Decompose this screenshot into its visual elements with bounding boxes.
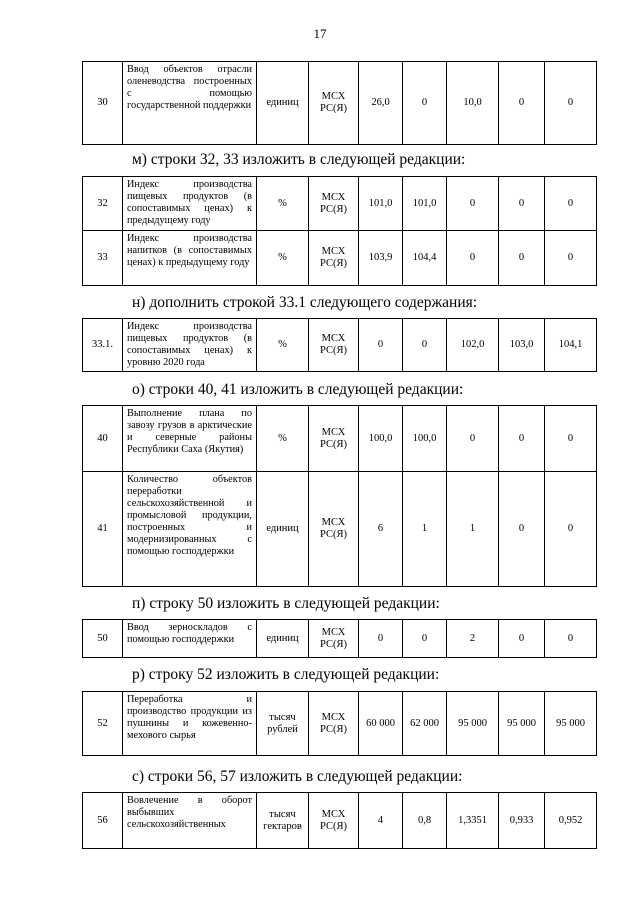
unit-cell: тысяч гектаров [257,793,309,849]
row-number-cell: 33 [83,231,123,286]
table-row-56 [82,792,597,849]
row-number-cell: 52 [83,692,123,756]
table-row [83,177,597,231]
table-row-50 [82,619,597,658]
value-cell: 103,9 [359,231,403,286]
responsible-org-cell: МСХ РС(Я) [309,793,359,849]
indicator-name-cell: Ввод зерноскладов с помощью господдержки [123,620,257,658]
value-cell: 0 [447,406,499,472]
value-cell: 102,0 [447,319,499,372]
value-cell: 100,0 [359,406,403,472]
table-row [83,406,597,472]
indicator-name-cell: Вовлечение в оборот выбывших сельскохозяйственных [123,793,257,849]
value-cell: 0 [403,319,447,372]
value-cell: 0 [499,406,545,472]
indicator-name-cell: Количество объектов переработки сельскохозяйственной и промысловой продукции, построенных и модернизированных с помощью господдержки [123,472,257,587]
value-cell: 0 [403,62,447,145]
table-row [83,620,597,658]
section-heading-s: с) строки 56, 57 изложить в следующей редакции: [132,768,463,785]
value-cell: 101,0 [359,177,403,231]
unit-cell: единиц [257,620,309,658]
table-rows-40-41 [82,405,597,587]
responsible-org-cell: МСХ РС(Я) [309,406,359,472]
value-cell: 1 [447,472,499,587]
value-cell: 0 [545,406,597,472]
table-row [83,793,597,849]
value-cell: 0,952 [545,793,597,849]
table-row [83,231,597,286]
section-heading-n: н) дополнить строкой 33.1 следующего содержания: [132,294,478,311]
indicator-name-cell: Индекс производства пищевых продуктов (в сопоставимых ценах) к уровню 2020 года [123,319,257,372]
indicator-name-cell: Ввод объектов отрасли оленеводства построенных с помощью государственной поддержки [123,62,257,145]
value-cell: 104,1 [545,319,597,372]
row-number-cell: 50 [83,620,123,658]
value-cell: 103,0 [499,319,545,372]
value-cell: 6 [359,472,403,587]
value-cell: 0 [545,472,597,587]
unit-cell: тысяч рублей [257,692,309,756]
row-number-cell: 30 [83,62,123,145]
section-heading-o: о) строки 40, 41 изложить в следующей редакции: [132,381,464,398]
unit-cell: единиц [257,472,309,587]
value-cell: 101,0 [403,177,447,231]
value-cell: 26,0 [359,62,403,145]
table-row-33-1 [82,318,597,372]
value-cell: 0 [545,62,597,145]
row-number-cell: 40 [83,406,123,472]
value-cell: 0 [447,231,499,286]
value-cell: 0 [545,177,597,231]
indicator-name-cell: Индекс производства напитков (в сопоставимых ценах) к предыдущему году [123,231,257,286]
value-cell: 95 000 [447,692,499,756]
table-row [83,62,597,145]
table-row-52 [82,691,597,756]
value-cell: 10,0 [447,62,499,145]
row-number-cell: 56 [83,793,123,849]
value-cell: 62 000 [403,692,447,756]
value-cell: 1 [403,472,447,587]
unit-cell: % [257,319,309,372]
unit-cell: % [257,406,309,472]
indicator-name-cell: Выполнение плана по завозу грузов в арктические и северные районы Республики Саха (Якутия) [123,406,257,472]
table-row [83,319,597,372]
section-heading-r: р) строку 52 изложить в следующей редакции: [132,666,440,683]
value-cell: 0 [545,620,597,658]
table-row [83,692,597,756]
unit-cell: единиц [257,62,309,145]
responsible-org-cell: МСХ РС(Я) [309,692,359,756]
value-cell: 4 [359,793,403,849]
value-cell: 0 [499,620,545,658]
value-cell: 0 [359,620,403,658]
value-cell: 0 [447,177,499,231]
value-cell: 95 000 [499,692,545,756]
responsible-org-cell: МСХ РС(Я) [309,231,359,286]
row-number-cell: 41 [83,472,123,587]
value-cell: 0 [499,231,545,286]
value-cell: 0 [499,177,545,231]
value-cell: 95 000 [545,692,597,756]
responsible-org-cell: МСХ РС(Я) [309,472,359,587]
section-heading-m: м) строки 32, 33 изложить в следующей редакции: [132,151,466,168]
value-cell: 0,8 [403,793,447,849]
responsible-org-cell: МСХ РС(Я) [309,62,359,145]
responsible-org-cell: МСХ РС(Я) [309,177,359,231]
value-cell: 60 000 [359,692,403,756]
table-row-30 [82,61,597,145]
responsible-org-cell: МСХ РС(Я) [309,620,359,658]
value-cell: 1,3351 [447,793,499,849]
unit-cell: % [257,177,309,231]
indicator-name-cell: Индекс производства пищевых продуктов (в сопоставимых ценах) к предыдущему году [123,177,257,231]
value-cell: 100,0 [403,406,447,472]
value-cell: 0 [545,231,597,286]
value-cell: 0 [359,319,403,372]
page-number: 17 [313,26,327,41]
table-rows-32-33 [82,176,597,286]
responsible-org-cell: МСХ РС(Я) [309,319,359,372]
row-number-cell: 33.1. [83,319,123,372]
value-cell: 0 [403,620,447,658]
value-cell: 104,4 [403,231,447,286]
unit-cell: % [257,231,309,286]
value-cell: 2 [447,620,499,658]
value-cell: 0 [499,62,545,145]
indicator-name-cell: Переработка и производство продукции из пушнины и кожевенно-мехового сырья [123,692,257,756]
table-row [83,472,597,587]
row-number-cell: 32 [83,177,123,231]
value-cell: 0,933 [499,793,545,849]
section-heading-p: п) строку 50 изложить в следующей редакции: [132,595,440,612]
value-cell: 0 [499,472,545,587]
